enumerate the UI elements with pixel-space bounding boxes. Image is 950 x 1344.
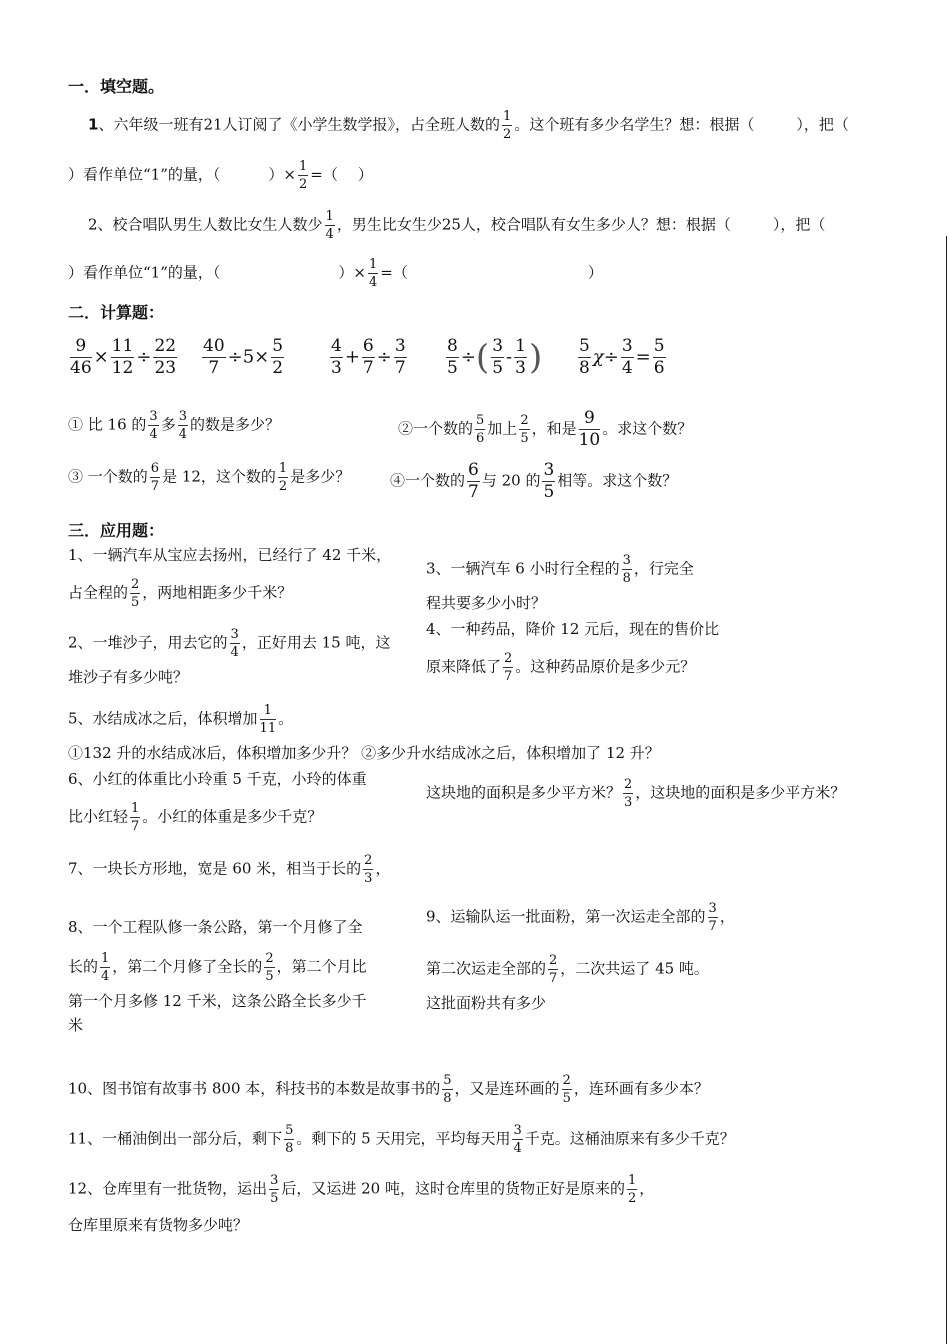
q2-text-a: 2、校合唱队男生人数比女生人数少 [88, 215, 323, 234]
app-problem-8-line1: 8、一个工程队修一条公路，第一个月修了全 [68, 918, 363, 936]
section-3-title: 三．应用题： [68, 521, 165, 540]
q2-fraction-2: $\frac{1}{4}$ [368, 257, 378, 290]
app-problem-3-line1: 3、一辆汽车 6 小时行全程的 $\frac{3}{8}$ ，行完全 [426, 553, 694, 586]
app-problem-5-line1: 5、水结成冰之后，体积增加 $\frac{1}{11}$ 。 [68, 703, 294, 736]
app-problem-12-line1: 12、仓库里有一批货物，运出 $\frac{3}{5}$ 后，又运进 20 吨，这时仓库里的货物正好是原来的 $\frac{1}{2}$ ， [68, 1173, 655, 1206]
app-problem-2-line2: 堆沙子有多少吨？ [68, 668, 189, 686]
app-problem-9-line2: 第二次运走全部的 $\frac{2}{7}$ ，二次共运了 45 吨。 [426, 953, 709, 986]
app-problem-9-line3: 这批面粉共有多少 [426, 994, 547, 1012]
q2-line2-c: =（ [380, 263, 408, 282]
app-problem-1-line2: 占全程的 $\frac{2}{5}$ ，两地相距多少千米？ [68, 577, 293, 610]
q2-fraction: $\frac{1}{4}$ [325, 209, 334, 242]
q2-line2-a: ）看作单位“1”的量，（ [68, 263, 221, 282]
app-problem-1-line1: 1、一辆汽车从宝应去扬州，已经行了 42 千米， [68, 546, 392, 564]
app-problem-2-line1: 2、一堆沙子，用去它的 $\frac{3}{4}$ ，正好用去 15 吨，这 [68, 627, 391, 660]
app-problem-8-line4: 米 [68, 1016, 84, 1034]
word-problem-2: ②一个数的 $\frac{5}{6}$ 加上 $\frac{2}{5}$ ，和是 $\frac{9}{10}$ 。求这个数？ [398, 408, 693, 450]
app-problem-6-line1: 6、小红的体重比小玲重 5 千克，小玲的体重 [68, 770, 367, 788]
q1-text-b: 。这个班有多少名学生？想：根据（ [514, 115, 755, 134]
q1-text-a: 、六年级一班有21人订阅了《小学生数学报》，占全班人数的 [98, 115, 501, 134]
q1-line2-c: =（ [310, 165, 338, 184]
q1-number: 1 [88, 115, 99, 134]
app-problem-11: 11、一桶油倒出一部分后，剩下 $\frac{5}{8}$ 。剩下的 5 天用完，平均每天用 $\frac{3}{4}$ 千克。这桶油原来有多少千克？ [68, 1123, 735, 1156]
q1-line2-a: ）看作单位“1”的量，（ [68, 165, 221, 184]
q2-text-b: ，男生比女生少25人，校合唱队有女生多少人？想：根据（ [336, 215, 731, 234]
app-problem-7: 7、一块长方形地，宽是 60 米，相当于长的 $\frac{2}{3}$ ， [68, 853, 391, 886]
app-problem-4-line2: 原来降低了 $\frac{2}{7}$ 。这种药品原价是多少元？ [426, 651, 696, 684]
q1-line2-b: ）× [268, 165, 296, 184]
app-problem-8-line3: 第一个月多修 12 千米，这条公路全长多少千 [68, 992, 367, 1010]
app-problem-9-line1: 9、运输队运一批面粉，第一次运走全部的 $\frac{3}{7}$ ， [426, 901, 735, 934]
page-edge-line [946, 236, 947, 1344]
app-problem-10: 10、图书馆有故事书 800 本，科技书的本数是故事书的 $\frac{5}{8}$ ，又是连环画的 $\frac{2}{5}$ ，连环画有多少本？ [68, 1073, 709, 1106]
word-problem-4: ④一个数的 $\frac{6}{7}$ 与 20 的 $\frac{3}{5}$ 相等。求这个数？ [390, 460, 678, 502]
q1-fraction: $\frac{1}{2}$ [503, 109, 512, 142]
app-problem-4-line1: 4、一种药品，降价 12 元后，现在的售价比 [426, 620, 720, 638]
q1-text-c: ），把（ [796, 115, 849, 134]
app-problem-7-right-text: 这块地的面积是多少平方米？ $\frac{2}{3}$ ，这块地的面积是多少平方米？ [426, 777, 846, 810]
app-problem-5-line2: ①132 升的水结成冰后，体积增加多少升？ ②多少升水结成冰之后，体积增加了 12 升？ [68, 744, 660, 762]
calc-expr-2: $\frac{40}{7}$ ÷5× $\frac{5}{2}$ [203, 336, 284, 378]
q2-text-c: ），把（ [772, 215, 826, 234]
q2-line1 [88, 210, 825, 241]
q1-fraction-2: $\frac{1}{2}$ [298, 159, 308, 192]
q2-line2-b: ）× [338, 263, 366, 282]
q2-line2 [68, 258, 603, 289]
calc-expr-5: $\frac{5}{8}$ χ÷ $\frac{3}{4}$ = $\frac{5}{6}$ [579, 336, 665, 378]
word-problem-3: ③ 一个数的 $\frac{6}{7}$ 是 12，这个数的 $\frac{1}{2}$ 是多少？ [68, 461, 351, 494]
q1-line1 [88, 110, 849, 141]
q2-line2-d: ） [587, 263, 603, 282]
q1-line2-d: ） [357, 165, 373, 184]
calc-expr-1: $\frac{9}{46}$ × $\frac{11}{12}$ ÷ $\frac{22}{23}$ [70, 336, 177, 378]
calc-expr-4: $\frac{8}{5}$ ÷( $\frac{3}{5}$ - $\frac{1}{3}$ ) [447, 336, 543, 378]
app-problem-6-line2: 比小红轻 $\frac{1}{7}$ 。小红的体重是多少千克？ [68, 801, 323, 834]
q1-line2 [68, 160, 373, 191]
section-2-title: 二．计算题： [68, 303, 165, 322]
calc-expr-3: $\frac{4}{3}$ + $\frac{6}{7}$ ÷ $\frac{3}{7}$ [331, 336, 406, 378]
app-problem-12-line2: 仓库里原来有货物多少吨？ [68, 1216, 249, 1234]
section-1-title: 一．填空题。 [68, 77, 165, 96]
app-problem-3-line2: 程共要多少小时？ [426, 594, 547, 612]
word-problem-1: ① 比 16 的 $\frac{3}{4}$ 多 $\frac{3}{4}$ 的数是多少？ [68, 409, 280, 442]
app-problem-8-line2: 长的 $\frac{1}{4}$ ，第二个月修了全长的 $\frac{2}{5}$ ，第二个月比 [68, 951, 367, 984]
